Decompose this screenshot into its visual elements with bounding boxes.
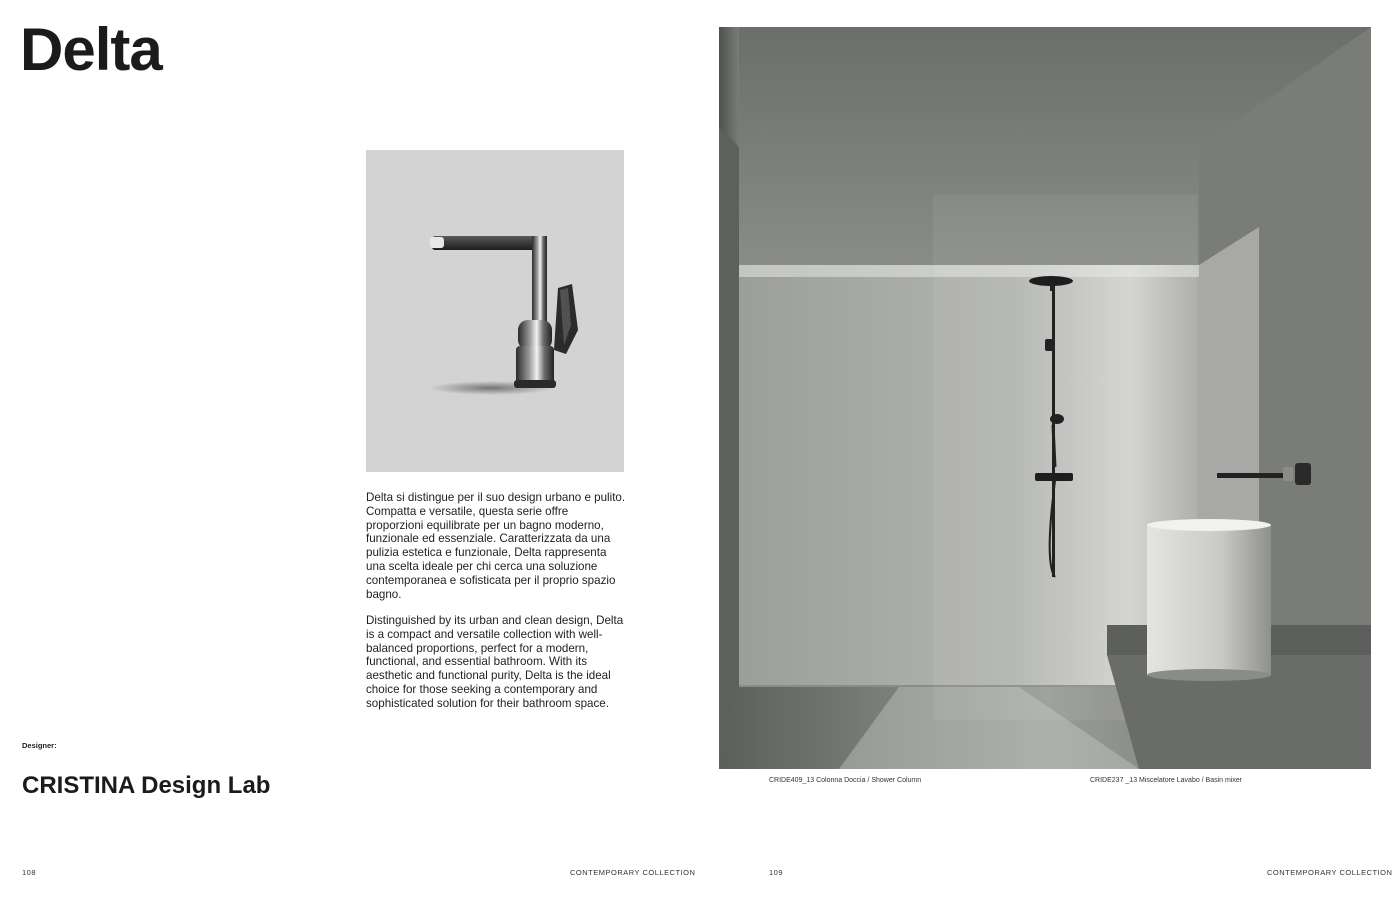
page-title: Delta — [20, 16, 162, 83]
description-italian: Delta si distingue per il suo design urbano e pulito. Compatta e versatile, questa serie offre proporzioni equilibrate per un bagno moderno, funzionale ed essenziale. Caratterizzata da una pulizia estetica e funzionale, Delta rappresenta una scelta ideale per chi cerca una soluzione contemporanea e sofisticata per il proprio spazio bagno. — [366, 491, 626, 601]
shower-scene-illustration — [719, 27, 1371, 769]
designer-name: CRISTINA Design Lab — [22, 772, 271, 799]
bathroom-photo — [719, 27, 1371, 769]
collection-label-left: CONTEMPORARY COLLECTION — [570, 868, 696, 877]
faucet-product-image — [366, 150, 624, 472]
caption-basin-mixer: CRIDE237 _13 Miscelatore Lavabo / Basin mixer — [1090, 777, 1243, 784]
caption-shower-column: CRIDE409_13 Colonna Doccia / Shower Column — [769, 777, 922, 784]
faucet-illustration — [366, 150, 624, 472]
page-number-right: 109 — [769, 868, 784, 877]
designer-label: Designer: — [22, 741, 57, 750]
description-english: Distinguished by its urban and clean design, Delta is a compact and versatile collection with well-balanced proportions, perfect for a modern, functional, and essential bathroom. With its aesthetic and functional purity, Delta is the ideal choice for those seeking a contemporary and sophisticated solution for their bathroom space. — [366, 614, 624, 710]
collection-label-right: CONTEMPORARY COLLECTION — [1267, 868, 1393, 877]
page-number-left: 108 — [22, 868, 37, 877]
